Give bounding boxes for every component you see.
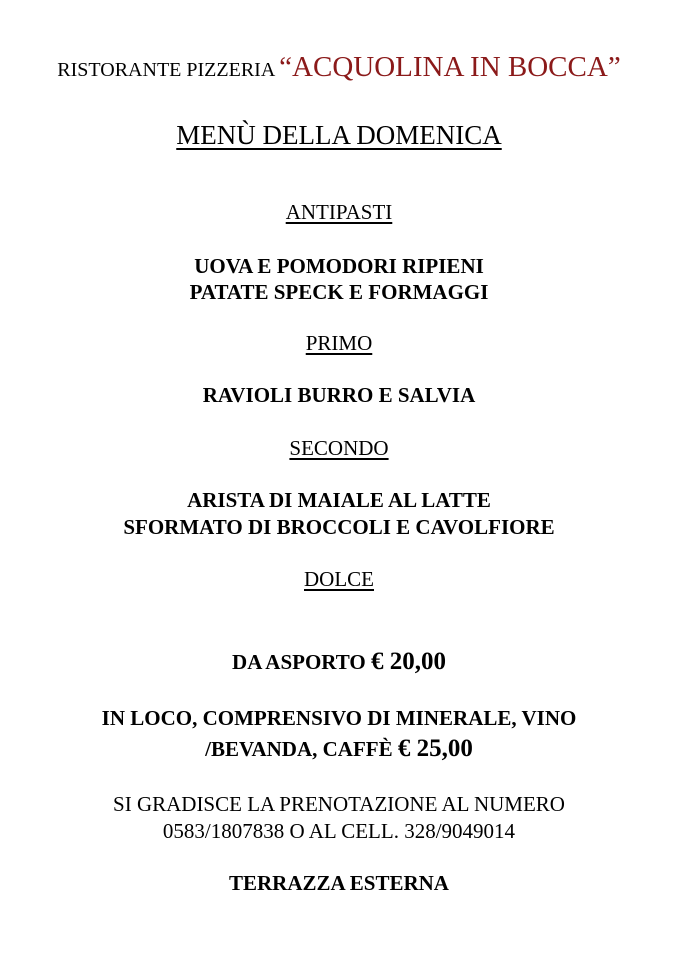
restaurant-type: RISTORANTE PIZZERIA bbox=[57, 59, 280, 81]
dish-item: UOVA E POMODORI RIPIENI bbox=[194, 254, 484, 278]
section-title-antipasti: ANTIPASTI bbox=[285, 200, 393, 224]
outdoor-terrace-note: TERRAZZA ESTERNA bbox=[229, 871, 449, 895]
onsite-amount: € 25,00 bbox=[397, 735, 473, 762]
takeaway-label: DA ASPORTO bbox=[232, 650, 371, 674]
dish-item: ARISTA DI MAIALE AL LATTE bbox=[187, 488, 491, 512]
booking-note: SI GRADISCE LA PRENOTAZIONE AL NUMERO bbox=[113, 792, 565, 816]
onsite-price bbox=[0, 734, 678, 764]
section-title-secondo: SECONDO bbox=[289, 436, 389, 460]
section-title-primo: PRIMO bbox=[305, 331, 373, 355]
restaurant-name: “ACQUOLINA IN BOCCA” bbox=[279, 51, 621, 83]
onsite-description: IN LOCO, COMPRENSIVO DI MINERALE, VINO bbox=[101, 706, 577, 730]
booking-phone: 0583/1807838 O AL CELL. 328/9049014 bbox=[162, 819, 516, 843]
menu-title: MENÙ DELLA DOMENICA bbox=[176, 120, 502, 150]
dish-item: PATATE SPECK E FORMAGGI bbox=[189, 280, 489, 304]
takeaway-price bbox=[0, 647, 678, 677]
takeaway-amount: € 20,00 bbox=[370, 648, 446, 675]
section-title-dolce: DOLCE bbox=[304, 567, 374, 591]
dish-item: RAVIOLI BURRO E SALVIA bbox=[202, 383, 476, 407]
restaurant-header bbox=[0, 50, 678, 87]
dish-item: SFORMATO DI BROCCOLI E CAVOLFIORE bbox=[123, 515, 555, 539]
onsite-label: /BEVANDA, CAFFÈ bbox=[205, 737, 398, 761]
